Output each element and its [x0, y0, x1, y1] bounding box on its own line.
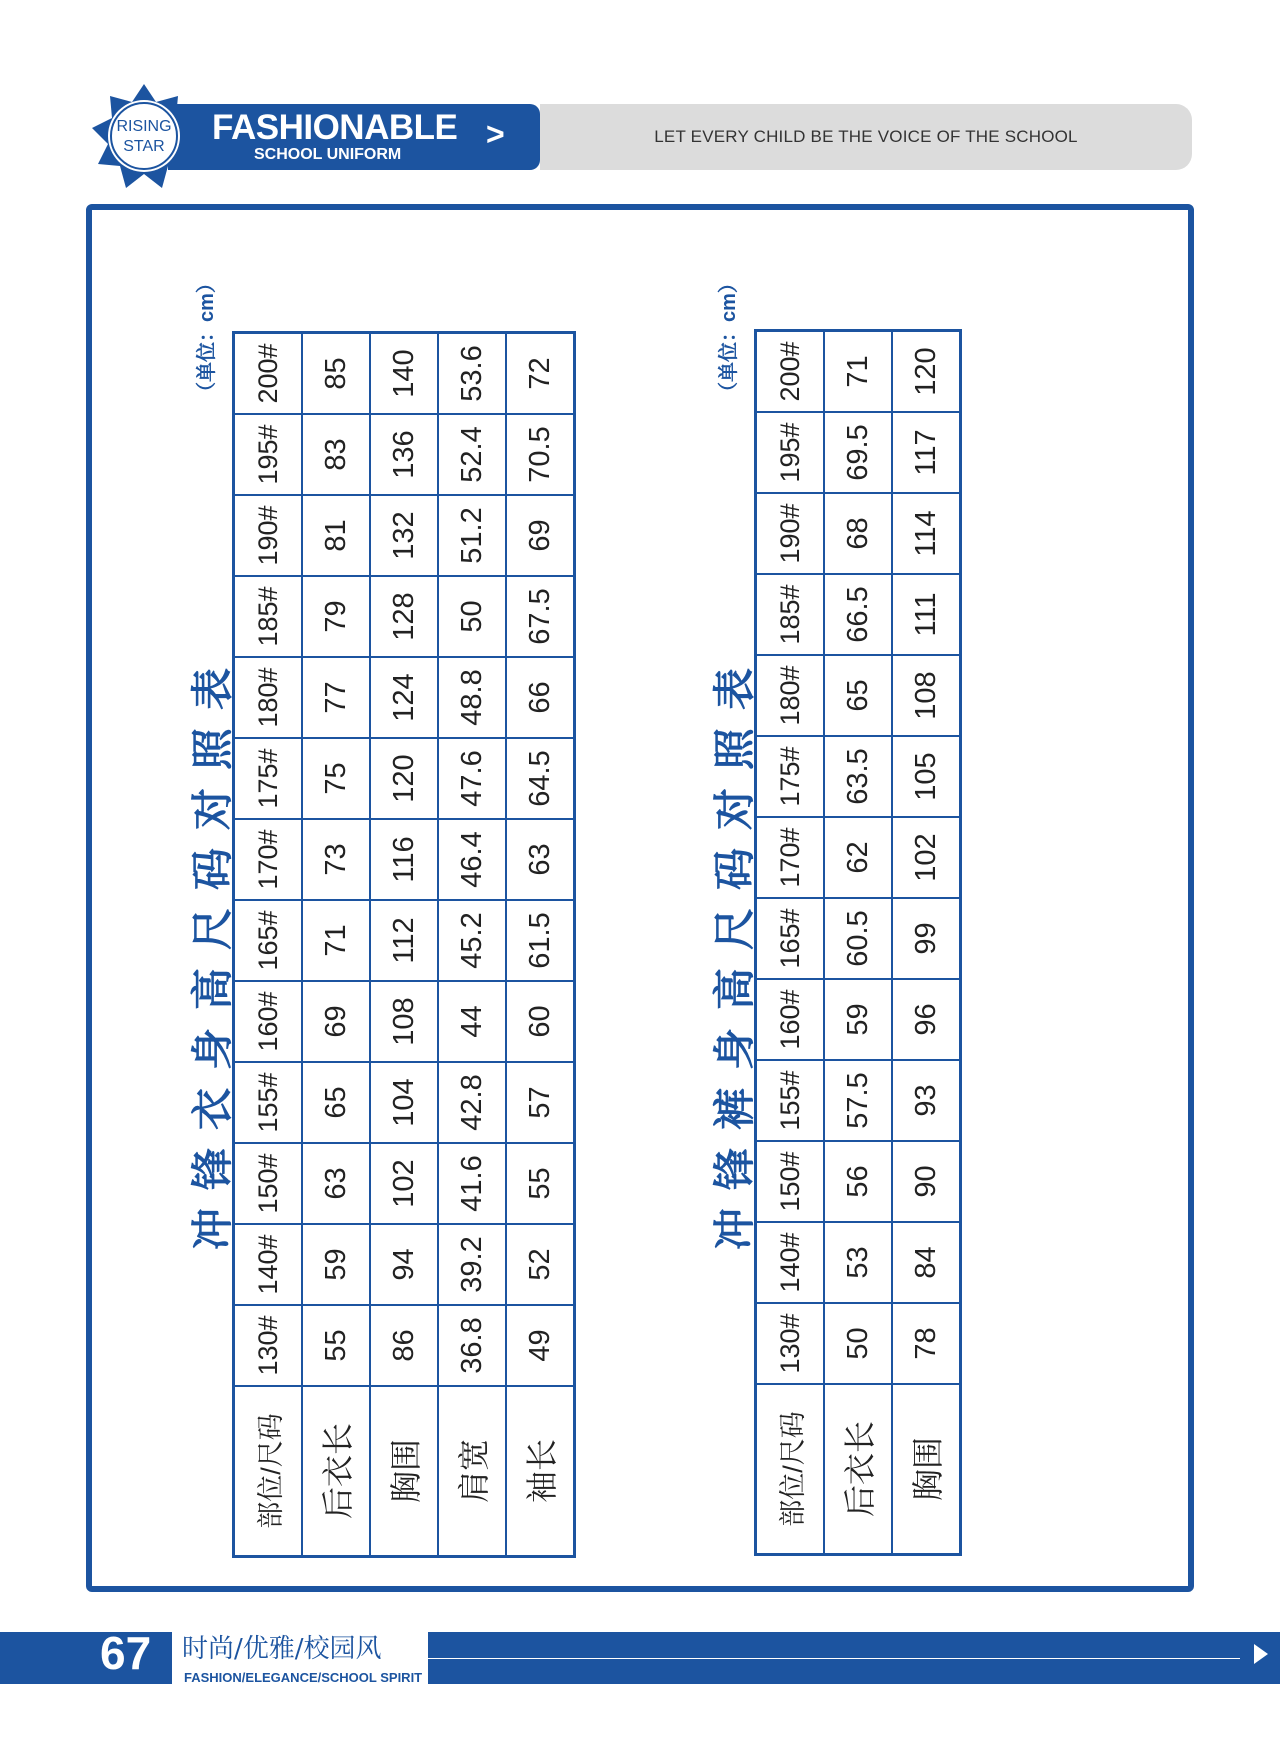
value-cell: 79 — [302, 576, 370, 657]
value-cell: 132 — [370, 495, 438, 576]
value-cell: 94 — [370, 1224, 438, 1305]
size-header-cell: 175# — [756, 736, 825, 817]
table-row — [824, 331, 892, 1555]
jacket-table-title: 冲锋衣身高尺码对照表 — [189, 649, 236, 1250]
size-header-cell: 160# — [234, 981, 303, 1062]
size-header-cell: 170# — [756, 817, 825, 898]
table-row — [438, 333, 506, 1557]
table-row — [302, 333, 370, 1557]
value-cell: 42.8 — [438, 1062, 506, 1143]
pants-size-chart — [754, 329, 962, 1556]
value-cell: 47.6 — [438, 738, 506, 819]
size-header-cell: 150# — [756, 1141, 825, 1222]
size-header-cell: 195# — [234, 414, 303, 495]
value-cell: 50 — [438, 576, 506, 657]
value-cell: 120 — [370, 738, 438, 819]
size-header-cell: 180# — [234, 657, 303, 738]
header-label-cell: 部位/尺码 — [756, 1384, 825, 1555]
value-cell: 140 — [370, 333, 438, 415]
value-cell: 57 — [506, 1062, 575, 1143]
value-cell: 90 — [892, 1141, 961, 1222]
brand-banner — [168, 104, 540, 170]
size-header-row — [756, 331, 825, 1555]
value-cell: 68 — [824, 493, 892, 574]
value-cell: 99 — [892, 898, 961, 979]
logo-text-line1: RISING — [116, 118, 172, 135]
pants-table-title: 冲锋裤身高尺码对照表 — [711, 649, 758, 1250]
value-cell: 96 — [892, 979, 961, 1060]
value-cell: 111 — [892, 574, 961, 655]
footer-bar — [428, 1632, 1280, 1684]
logo-text-line2: STAR — [123, 138, 165, 155]
jacket-unit-label: （单位：cm） — [196, 273, 218, 402]
page-number: 67 — [100, 1627, 152, 1679]
footer-divider — [428, 1658, 1240, 1659]
value-cell: 45.2 — [438, 900, 506, 981]
value-cell: 65 — [824, 655, 892, 736]
value-cell: 73 — [302, 819, 370, 900]
value-cell: 46.4 — [438, 819, 506, 900]
table-row — [370, 333, 438, 1557]
value-cell: 124 — [370, 657, 438, 738]
value-cell: 63 — [506, 819, 575, 900]
size-header-cell: 170# — [234, 819, 303, 900]
value-cell: 112 — [370, 900, 438, 981]
size-header-cell: 140# — [756, 1222, 825, 1303]
value-cell: 83 — [302, 414, 370, 495]
size-header-cell: 190# — [234, 495, 303, 576]
size-header-cell: 150# — [234, 1143, 303, 1224]
size-header-cell: 155# — [234, 1062, 303, 1143]
value-cell: 72 — [506, 333, 575, 415]
value-cell: 69 — [302, 981, 370, 1062]
size-header-cell: 140# — [234, 1224, 303, 1305]
value-cell: 52 — [506, 1224, 575, 1305]
value-cell: 81 — [302, 495, 370, 576]
value-cell: 69 — [506, 495, 575, 576]
value-cell: 57.5 — [824, 1060, 892, 1141]
arrow-right-icon — [1254, 1644, 1268, 1664]
size-header-cell: 160# — [756, 979, 825, 1060]
header-label-cell: 部位/尺码 — [234, 1386, 303, 1557]
value-cell: 71 — [302, 900, 370, 981]
value-cell: 116 — [370, 819, 438, 900]
size-header-cell: 200# — [234, 333, 303, 415]
brand-title: FASHIONABLE — [212, 108, 458, 147]
table-row — [506, 333, 575, 1557]
value-cell: 36.8 — [438, 1305, 506, 1386]
table-row — [892, 331, 961, 1555]
row-label-cell: 后衣长 — [824, 1384, 892, 1555]
value-cell: 128 — [370, 576, 438, 657]
size-header-cell: 175# — [234, 738, 303, 819]
value-cell: 56 — [824, 1141, 892, 1222]
size-header-cell: 130# — [234, 1305, 303, 1386]
size-header-cell: 200# — [756, 331, 825, 413]
value-cell: 63.5 — [824, 736, 892, 817]
value-cell: 59 — [824, 979, 892, 1060]
value-cell: 75 — [302, 738, 370, 819]
value-cell: 69.5 — [824, 412, 892, 493]
size-header-cell: 180# — [756, 655, 825, 736]
header-tagline-bar — [540, 104, 1192, 170]
value-cell: 55 — [302, 1305, 370, 1386]
value-cell: 102 — [370, 1143, 438, 1224]
jacket-size-table — [232, 331, 576, 1558]
size-header-cell: 130# — [756, 1303, 825, 1384]
value-cell: 53 — [824, 1222, 892, 1303]
value-cell: 78 — [892, 1303, 961, 1384]
value-cell: 39.2 — [438, 1224, 506, 1305]
chevron-right-icon: > — [486, 116, 505, 152]
brand-subtitle: SCHOOL UNIFORM — [254, 146, 402, 163]
value-cell: 44 — [438, 981, 506, 1062]
value-cell: 93 — [892, 1060, 961, 1141]
value-cell: 120 — [892, 331, 961, 413]
value-cell: 102 — [892, 817, 961, 898]
size-header-cell: 195# — [756, 412, 825, 493]
value-cell: 136 — [370, 414, 438, 495]
value-cell: 48.8 — [438, 657, 506, 738]
value-cell: 63 — [302, 1143, 370, 1224]
footer-title-cn: 时尚/优雅/校园风 — [182, 1634, 382, 1664]
value-cell: 71 — [824, 331, 892, 413]
row-label-cell: 胸围 — [370, 1386, 438, 1557]
value-cell: 66.5 — [824, 574, 892, 655]
size-header-cell: 155# — [756, 1060, 825, 1141]
row-label-cell: 胸围 — [892, 1384, 961, 1555]
value-cell: 51.2 — [438, 495, 506, 576]
size-header-cell: 190# — [756, 493, 825, 574]
value-cell: 84 — [892, 1222, 961, 1303]
star-badge-icon — [90, 82, 198, 190]
value-cell: 105 — [892, 736, 961, 817]
value-cell: 53.6 — [438, 333, 506, 415]
value-cell: 61.5 — [506, 900, 575, 981]
size-header-cell: 165# — [756, 898, 825, 979]
value-cell: 114 — [892, 493, 961, 574]
value-cell: 49 — [506, 1305, 575, 1386]
size-header-cell: 185# — [756, 574, 825, 655]
row-label-cell: 肩宽 — [438, 1386, 506, 1557]
value-cell: 50 — [824, 1303, 892, 1384]
size-header-cell: 165# — [234, 900, 303, 981]
value-cell: 41.6 — [438, 1143, 506, 1224]
value-cell: 117 — [892, 412, 961, 493]
value-cell: 67.5 — [506, 576, 575, 657]
value-cell: 70.5 — [506, 414, 575, 495]
value-cell: 86 — [370, 1305, 438, 1386]
size-header-row — [234, 333, 303, 1557]
value-cell: 59 — [302, 1224, 370, 1305]
jacket-size-chart — [232, 331, 576, 1558]
value-cell: 108 — [370, 981, 438, 1062]
rising-star-logo — [90, 82, 198, 190]
footer-title-en: FASHION/ELEGANCE/SCHOOL SPIRIT — [184, 1670, 423, 1685]
row-label-cell: 后衣长 — [302, 1386, 370, 1557]
value-cell: 85 — [302, 333, 370, 415]
value-cell: 52.4 — [438, 414, 506, 495]
value-cell: 55 — [506, 1143, 575, 1224]
value-cell: 62 — [824, 817, 892, 898]
size-header-cell: 185# — [234, 576, 303, 657]
pants-unit-label: （单位：cm） — [718, 273, 740, 402]
value-cell: 65 — [302, 1062, 370, 1143]
pants-size-table — [754, 329, 962, 1556]
value-cell: 77 — [302, 657, 370, 738]
row-label-cell: 袖长 — [506, 1386, 575, 1557]
header-tagline: LET EVERY CHILD BE THE VOICE OF THE SCHOOL — [654, 127, 1078, 146]
value-cell: 104 — [370, 1062, 438, 1143]
value-cell: 60.5 — [824, 898, 892, 979]
value-cell: 108 — [892, 655, 961, 736]
value-cell: 64.5 — [506, 738, 575, 819]
value-cell: 66 — [506, 657, 575, 738]
value-cell: 60 — [506, 981, 575, 1062]
